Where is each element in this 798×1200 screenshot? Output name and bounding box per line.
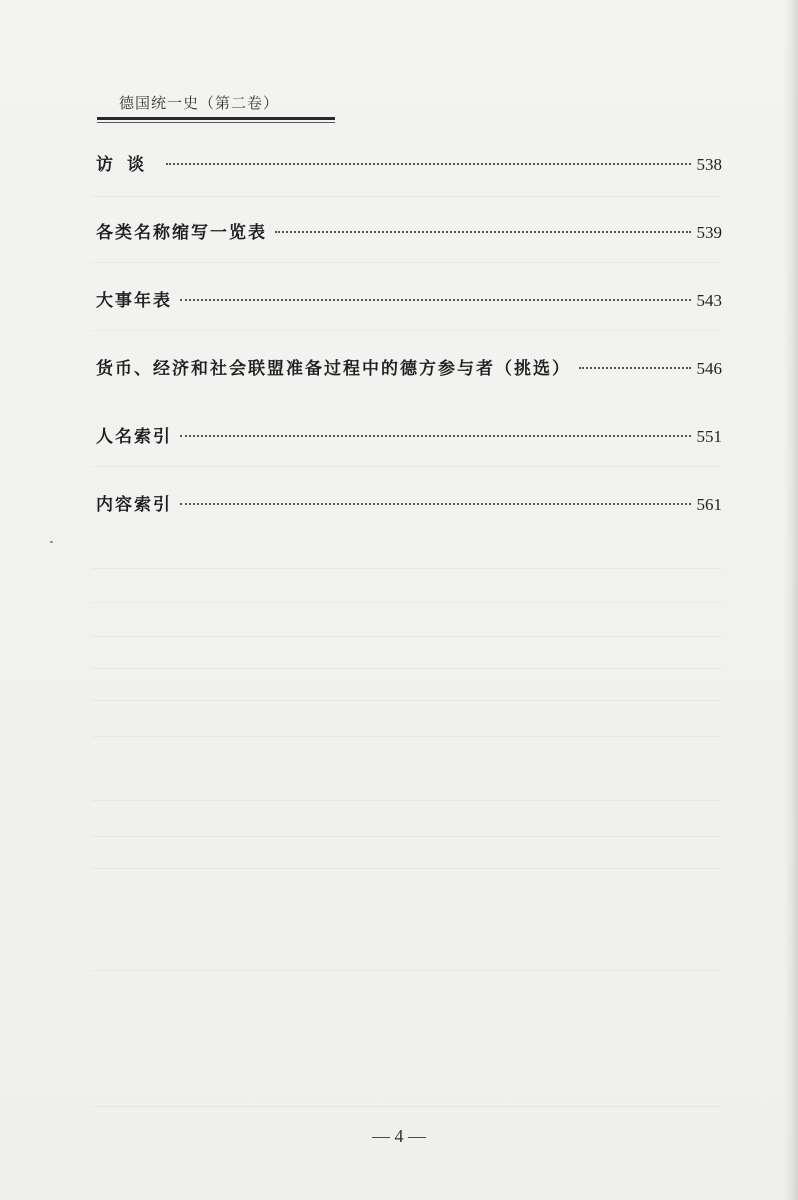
toc-entry-name-index[interactable] [96, 422, 722, 452]
toc-entry-page: 551 [696, 427, 722, 446]
bleed-line [92, 466, 722, 467]
header-rule-thin [97, 122, 335, 123]
bleed-line [92, 868, 722, 869]
bleed-line [92, 668, 722, 669]
toc-entry-title: 货币、经济和社会联盟准备过程中的德方参与者（挑选） [96, 359, 571, 379]
bleed-line [92, 262, 722, 263]
page-number: — 4 — [372, 1126, 426, 1146]
paper-speck [50, 541, 53, 543]
toc-entry-page: 546 [696, 359, 722, 378]
toc-entry-title: 内容索引 [96, 495, 172, 515]
toc-entry-interviews[interactable] [96, 150, 722, 180]
header-rule-thick [97, 117, 335, 120]
bleed-line [92, 568, 722, 569]
bleed-line [92, 700, 722, 701]
toc-entry-page: 543 [696, 291, 722, 310]
bleed-line [92, 602, 722, 603]
bleed-line [92, 330, 722, 331]
toc-dot-leader [579, 367, 691, 369]
toc-entry-title: 大事年表 [96, 291, 172, 311]
toc-dot-leader [180, 435, 691, 437]
toc-entry-chronology[interactable] [96, 286, 722, 316]
toc-entry-page: 539 [696, 223, 722, 242]
toc-dot-leader [275, 231, 691, 233]
bleed-line [92, 1106, 722, 1107]
toc-entry-page: 538 [696, 155, 722, 174]
toc-dot-leader [180, 299, 691, 301]
bleed-line [92, 970, 722, 971]
toc-entry-subject-index[interactable] [96, 490, 722, 520]
bleed-line [92, 736, 722, 737]
bleed-line [92, 836, 722, 837]
toc-entry-page: 561 [696, 495, 722, 514]
bleed-line [92, 196, 722, 197]
bleed-line [92, 636, 722, 637]
toc-dot-leader [180, 503, 691, 505]
toc-entry-title: 各类名称缩写一览表 [96, 223, 267, 243]
page-edge-shadow [784, 0, 798, 1200]
toc-dot-leader [166, 163, 691, 165]
toc-entry-title: 人名索引 [96, 427, 172, 447]
bleed-line [92, 800, 722, 801]
running-header-title: 德国统一史（第二卷） [119, 94, 280, 112]
toc-entry-title: 访谈 [96, 155, 158, 175]
running-header [97, 92, 337, 114]
toc-entry-abbreviations[interactable] [96, 218, 722, 248]
toc-entry-participants[interactable] [96, 354, 722, 384]
